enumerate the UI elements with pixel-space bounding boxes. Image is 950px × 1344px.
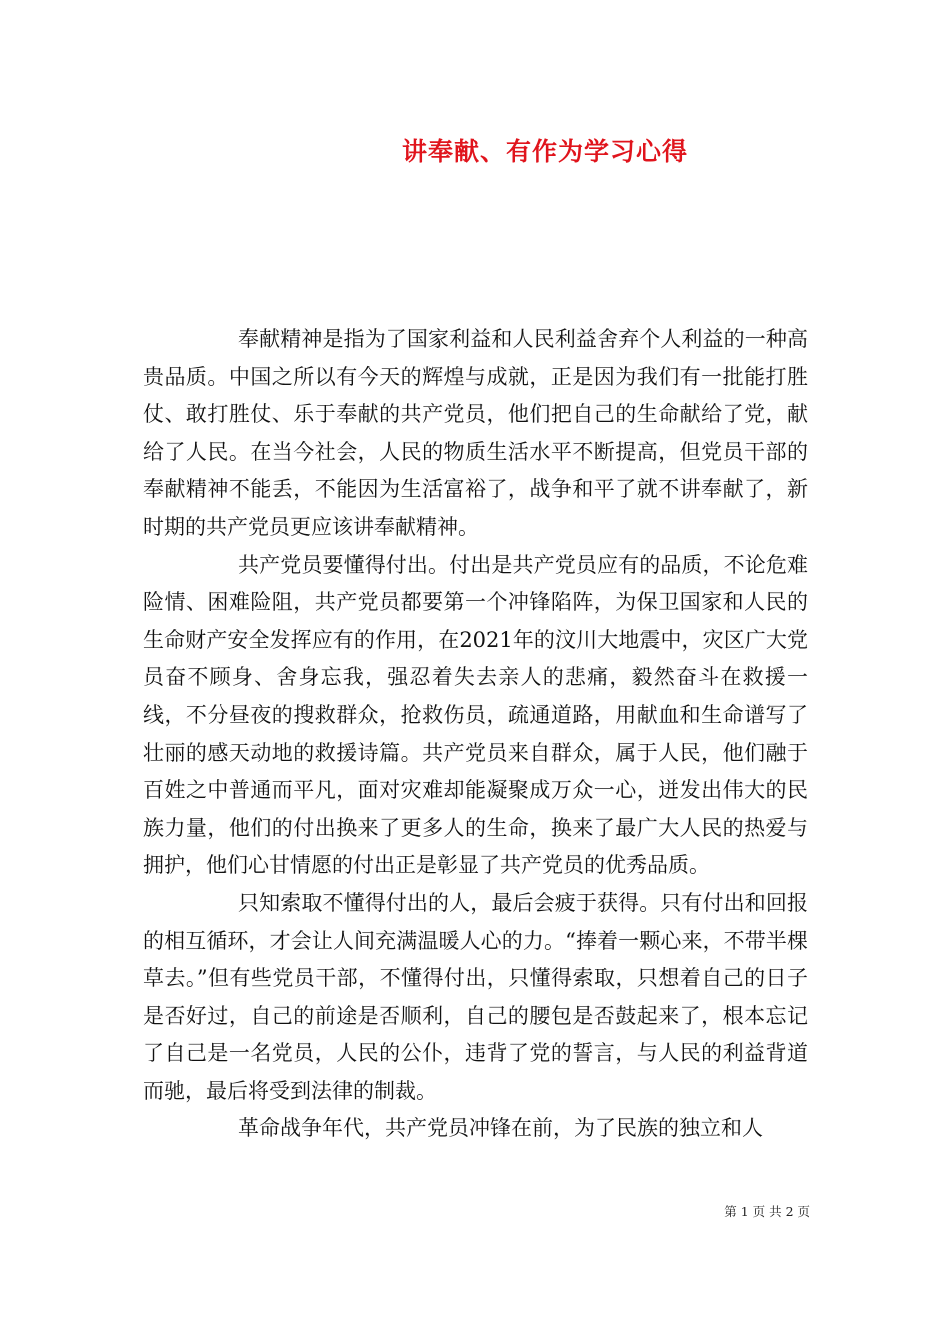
page-number-footer: 第 1 页 共 2 页 bbox=[724, 1204, 810, 1219]
paragraph-2: 共产党员要懂得付出。付出是共产党员应有的品质，不论危难险情、困难险阻，共产党员都要第一个冲锋陷阵，为保卫国家和人民的生命财产安全发挥应有的作用，在2021年的汶川大地震中，灾区广大党员奋不顾身、舍身忘我，强忍着失去亲人的悲痛，毅然奋斗在救援一线，不分昼夜的搜救群众，抢救伤员，疏通道路，用献血和生命谱写了壮丽的感天动地的救援诗篇。共产党员来自群众，属于人民，他们融于百姓之中普通而平凡，面对灾难却能凝聚成万众一心，迸发出伟大的民族力量，他们的付出换来了更多人的生命，换来了最广大人民的热爱与拥护，他们心甘情愿的付出正是彰显了共产党员的优秀品质。 bbox=[143, 552, 808, 878]
paragraph-4: 革命战争年代，共产党员冲锋在前，为了民族的独立和人 bbox=[238, 1116, 763, 1141]
paragraph-3: 只知索取不懂得付出的人，最后会疲于获得。只有付出和回报的相互循环，才会让人间充满温暖人心的力。“捧着一颗心来，不带半棵草去。”但有些党员干部，不懂得付出，只懂得索取，只想着自己的日子是否好过，自己的前途是否顺利，自己的腰包是否鼓起来了，根本忘记了自己是一名党员，人民的公仆，违背了党的誓言，与人民的利益背道而驰，最后将受到法律的制裁。 bbox=[143, 890, 808, 1103]
document-body bbox=[143, 321, 808, 1148]
paragraph-1: 奉献精神是指为了国家利益和人民利益舍弃个人利益的一种高贵品质。中国之所以有今天的辉煌与成就，正是因为我们有一批能打胜仗、敢打胜仗、乐于奉献的共产党员，他们把自己的生命献给了党，献给了人民。在当今社会，人民的物质生活水平不断提高，但党员干部的奉献精神不能丢，不能因为生活富裕了，战争和平了就不讲奉献了，新时期的共产党员更应该讲奉献精神。 bbox=[143, 327, 808, 539]
document-title: 讲奉献、有作为学习心得 bbox=[401, 137, 688, 166]
